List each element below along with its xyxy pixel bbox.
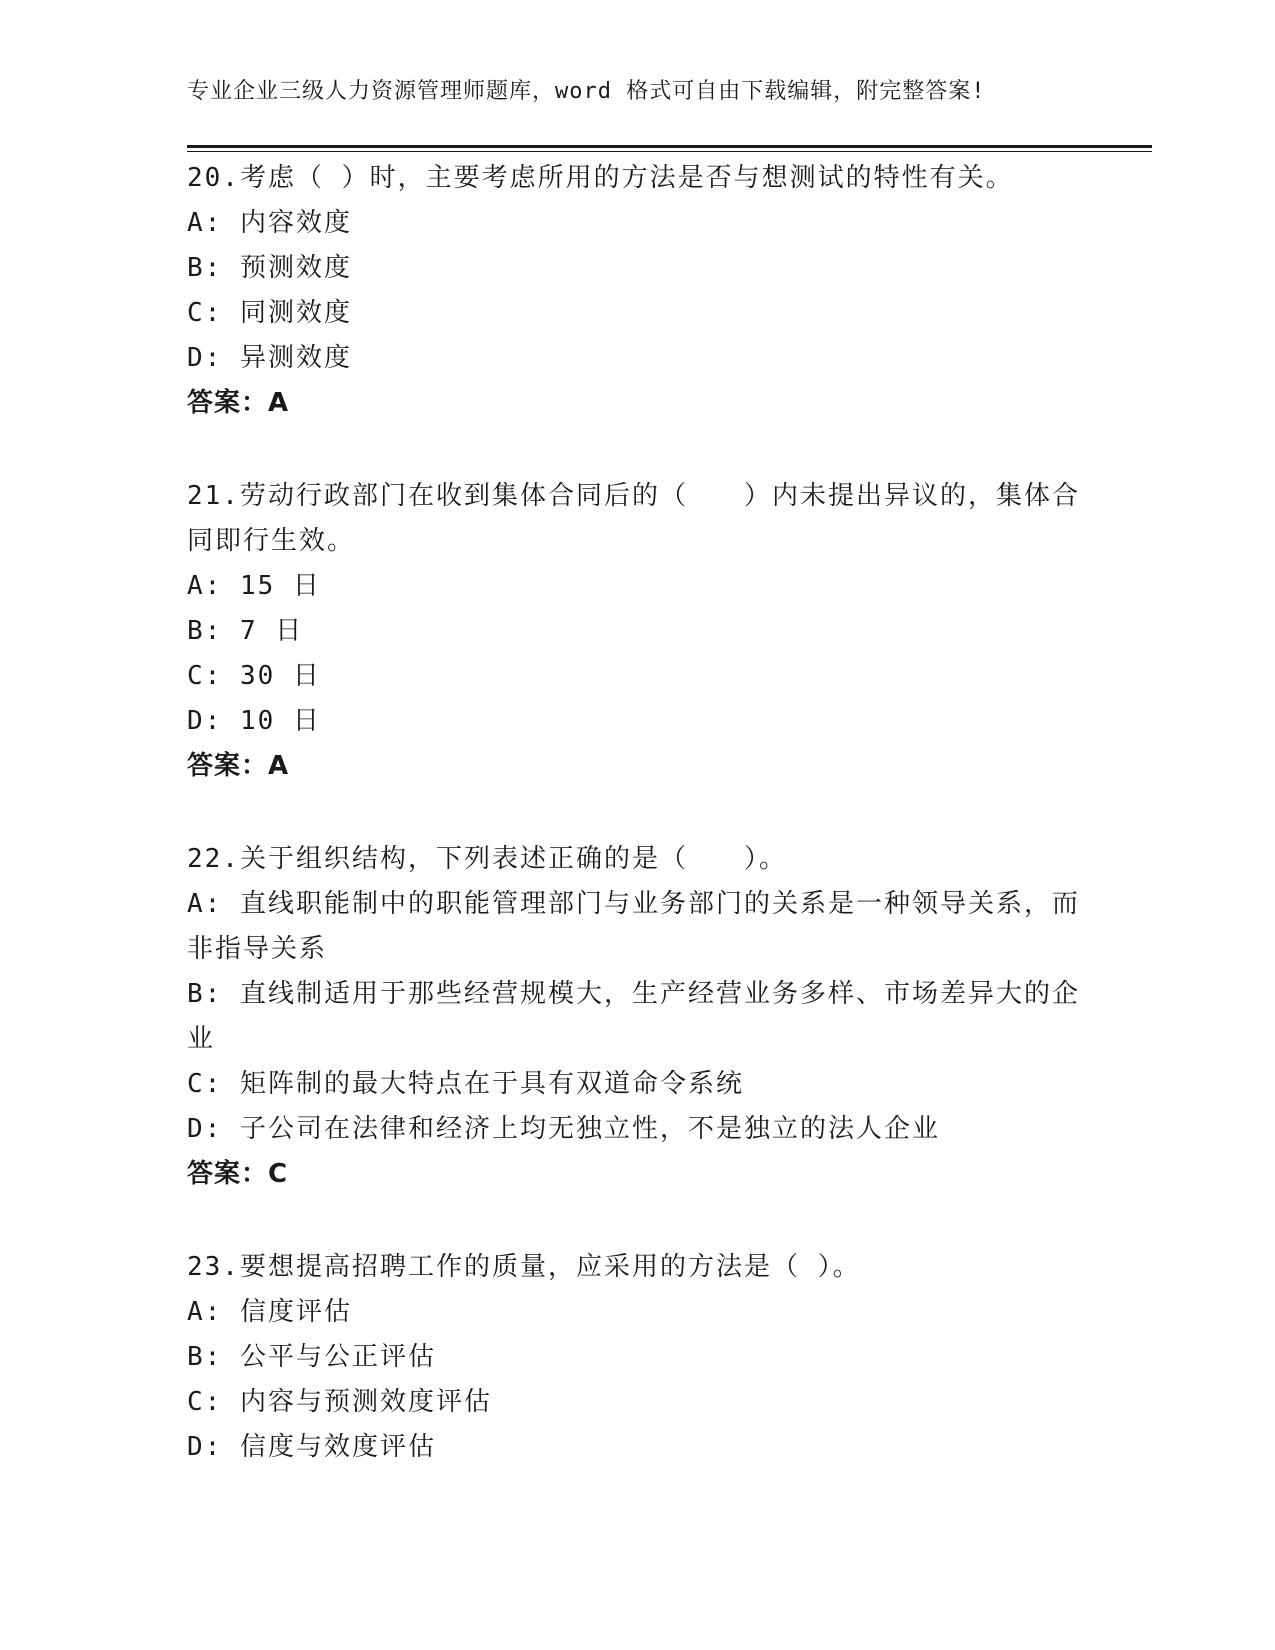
option-a: A: 信度评估 [187, 1297, 352, 1327]
question-stem: 20.考虑（ ）时，主要考虑所用的方法是否与想测试的特性有关。 [187, 163, 1014, 193]
option-c: C: 同测效度 [187, 298, 352, 328]
header-rule-thin [187, 151, 1152, 152]
answer-text: 答案：C [187, 1159, 289, 1189]
option-b: B: 直线制适用于那些经营规模大，生产经营业务多样、市场差异大的企业 [187, 979, 1080, 1054]
option-d: D: 异测效度 [187, 343, 352, 373]
option-d: D: 子公司在法律和经济上均无独立性，不是独立的法人企业 [187, 1114, 940, 1144]
option-c: C: 内容与预测效度评估 [187, 1387, 492, 1417]
option-a: A: 内容效度 [187, 208, 352, 238]
question-23 [187, 1245, 1087, 1470]
option-c: C: 30 日 [187, 661, 321, 691]
option-d: D: 10 日 [187, 706, 321, 736]
question-20 [187, 156, 1087, 426]
option-a: A: 直线职能制中的职能管理部门与业务部门的关系是一种领导关系，而非指导关系 [187, 889, 1080, 964]
document-header: 专业企业三级人力资源管理师题库，word 格式可自由下载编辑，附完整答案! [187, 79, 986, 104]
answer-text: 答案：A [187, 388, 290, 418]
question-list [187, 156, 1087, 1518]
header-rule-thick [187, 145, 1152, 148]
question-stem: 21.劳动行政部门在收到集体合同后的（ ）内未提出异议的，集体合同即行生效。 [187, 481, 1080, 556]
question-22 [187, 837, 1087, 1197]
option-b: B: 7 日 [187, 616, 304, 646]
option-b: B: 预测效度 [187, 253, 352, 283]
question-21 [187, 474, 1087, 789]
question-stem: 22.关于组织结构，下列表述正确的是（ ）。 [187, 844, 787, 874]
option-d: D: 信度与效度评估 [187, 1432, 436, 1462]
option-a: A: 15 日 [187, 571, 321, 601]
question-stem: 23.要想提高招聘工作的质量，应采用的方法是（ ）。 [187, 1252, 861, 1282]
answer-text: 答案：A [187, 751, 290, 781]
option-c: C: 矩阵制的最大特点在于具有双道命令系统 [187, 1069, 744, 1099]
option-b: B: 公平与公正评估 [187, 1342, 436, 1372]
